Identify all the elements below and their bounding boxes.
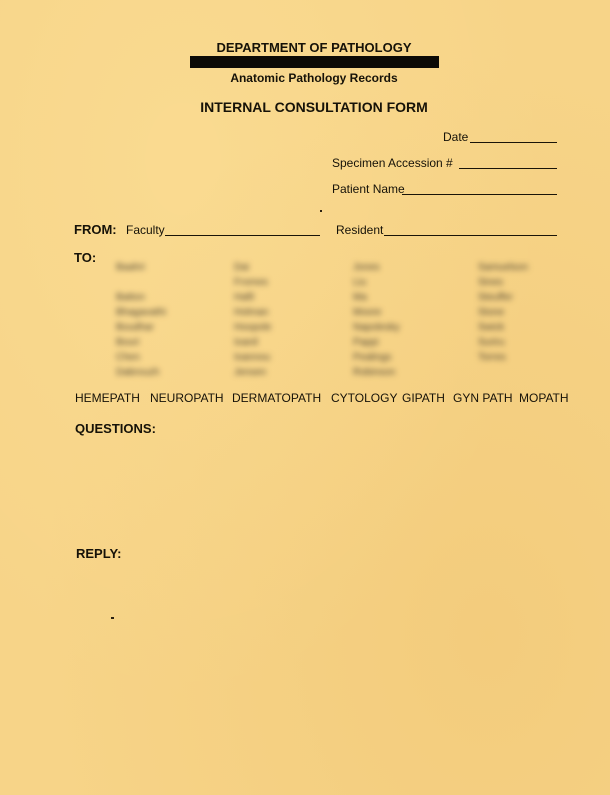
resident-label: Resident — [336, 223, 384, 237]
patient-name-label: Patient Name — [332, 182, 405, 196]
patient-name-field[interactable] — [402, 194, 557, 195]
faculty-field[interactable] — [165, 235, 320, 236]
to-label: TO: — [74, 250, 97, 265]
to-list-item[interactable]: Chen — [116, 352, 140, 363]
to-list-column — [234, 260, 304, 380]
to-list-item[interactable]: Napolesky — [353, 322, 400, 333]
to-list-item[interactable]: Pealings — [353, 352, 392, 363]
to-list-item[interactable]: Dabrouzh — [116, 367, 160, 378]
dept-gyn-path[interactable]: GYN PATH — [453, 391, 513, 405]
to-list-item[interactable]: Robinson — [353, 367, 396, 378]
to-list-item[interactable]: Dai — [234, 262, 250, 273]
to-list-column — [353, 260, 423, 380]
questions-heading: QUESTIONS: — [75, 421, 156, 436]
to-list-item[interactable]: Swick — [478, 322, 505, 333]
to-list-item[interactable]: Samuelson — [478, 262, 529, 273]
to-list-item[interactable]: Steuffer — [478, 292, 513, 303]
form-title: INTERNAL CONSULTATION FORM — [200, 99, 428, 115]
to-list-item[interactable]: Ioannou — [234, 352, 271, 363]
to-list-item[interactable]: Sines — [478, 277, 504, 288]
to-list-item[interactable]: Boudhar — [116, 322, 154, 333]
accession-field[interactable] — [459, 168, 557, 169]
to-list-item[interactable]: Liu — [353, 277, 367, 288]
to-list-column — [116, 260, 186, 380]
dept-cytology[interactable]: CYTOLOGY — [331, 391, 398, 405]
to-list-item[interactable]: Hafil — [234, 292, 255, 303]
dept-mopath[interactable]: MOPATH — [519, 391, 569, 405]
dept-dermatopath[interactable]: DERMATOPATH — [232, 391, 322, 405]
from-label: FROM: — [74, 222, 117, 237]
to-list-item[interactable]: Ioanil — [234, 337, 258, 348]
resident-field[interactable] — [384, 235, 557, 236]
dept-hemepath[interactable]: HEMEPATH — [75, 391, 140, 405]
ink-speck — [111, 617, 114, 619]
to-list-item[interactable]: Stone — [478, 307, 505, 318]
to-list-item[interactable]: Pappi — [353, 337, 379, 348]
records-subtitle: Anatomic Pathology Records — [230, 71, 398, 85]
to-list-item[interactable]: Jones — [353, 262, 380, 273]
to-list-item[interactable]: Suriru — [478, 337, 505, 348]
dept-neuropath[interactable]: NEUROPATH — [150, 391, 224, 405]
faculty-label: Faculty — [126, 223, 165, 237]
to-list-item[interactable]: Batton — [116, 292, 145, 303]
redaction-bar — [190, 56, 439, 68]
to-list-item[interactable]: Moore — [353, 307, 382, 318]
date-field[interactable] — [470, 142, 557, 143]
to-list-item[interactable]: Ma — [353, 292, 367, 303]
to-list-item[interactable]: Holman — [234, 307, 269, 318]
to-list-item[interactable]: Jensen — [234, 367, 267, 378]
to-list-item[interactable] — [116, 275, 186, 290]
date-label: Date — [443, 130, 469, 144]
to-list-column — [478, 260, 558, 365]
ink-speck — [320, 210, 322, 212]
department-title: DEPARTMENT OF PATHOLOGY — [216, 40, 412, 55]
to-list-item[interactable]: Fromes — [234, 277, 268, 288]
reply-heading: REPLY: — [76, 546, 122, 561]
to-list-item[interactable]: Baahri — [116, 262, 145, 273]
to-list-item[interactable]: Torres — [478, 352, 506, 363]
to-list-item[interactable]: Bhagavathi — [116, 307, 167, 318]
to-list-item[interactable]: Bouri — [116, 337, 140, 348]
dept-gipath[interactable]: GIPATH — [402, 391, 445, 405]
accession-label: Specimen Accession # — [332, 156, 453, 170]
to-list-item[interactable]: Hoopole — [234, 322, 272, 333]
